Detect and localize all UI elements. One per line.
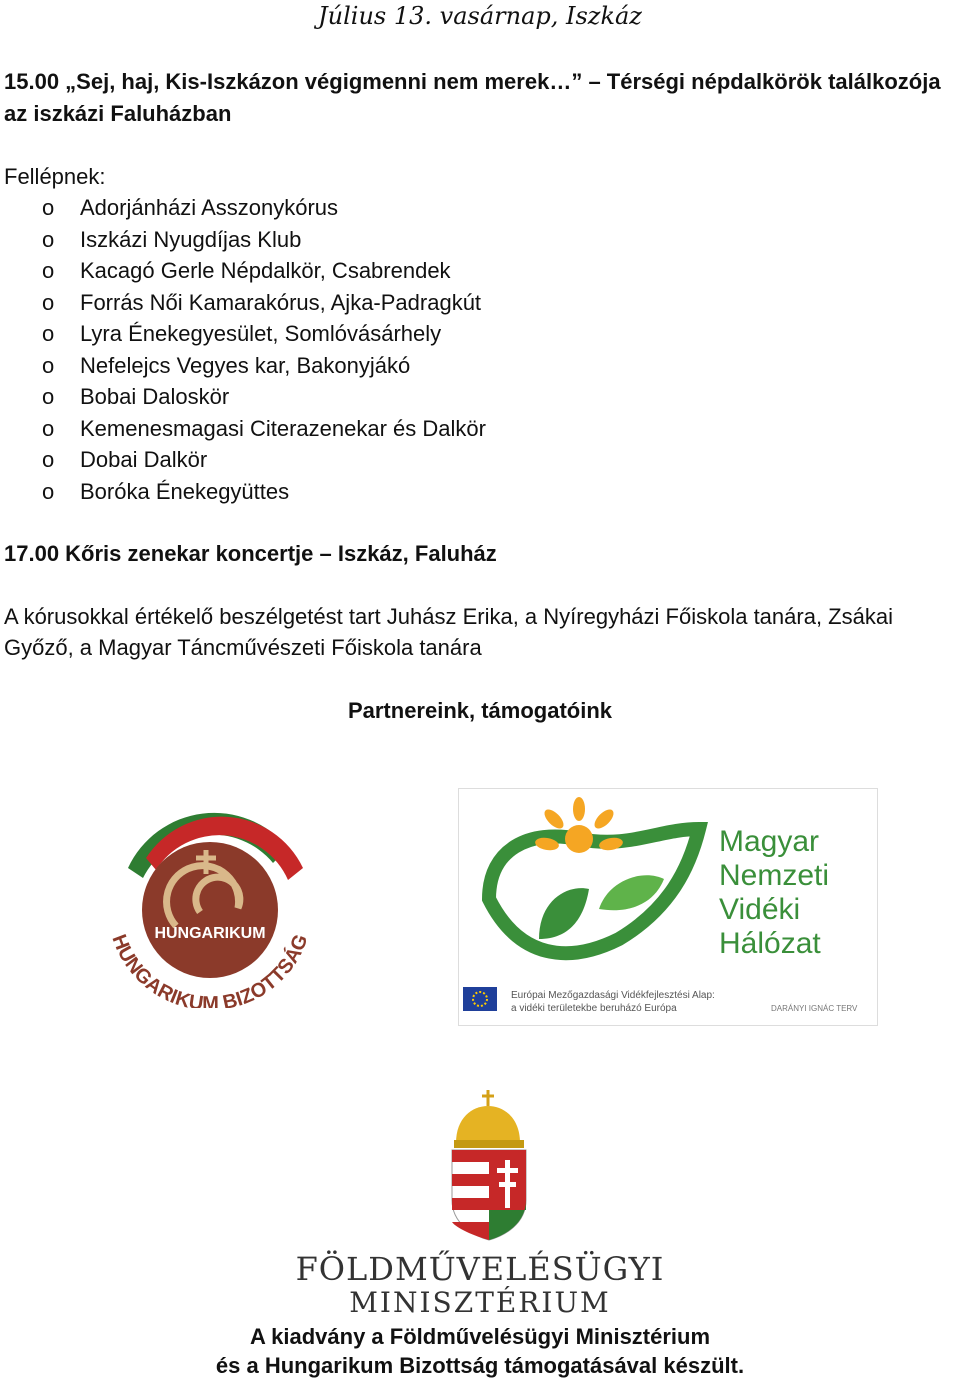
performer-item: [0, 476, 486, 508]
performer-name: Bobai Daloskör: [80, 384, 230, 409]
bullet-icon: o: [42, 195, 55, 220]
performers-list: [0, 192, 486, 507]
performer-name: Forrás Női Kamarakórus, Ajka-Padragkút: [80, 289, 482, 315]
mnvh-line4: Hálózat: [719, 927, 821, 960]
partners-title: Partnereink, támogatóink: [347, 698, 613, 723]
footer-line1: A kiadvány a Földművelésügyi Minisztérium: [249, 1324, 711, 1349]
mnvh-logo: [458, 788, 878, 1026]
performer-item: [0, 444, 486, 476]
performer-name: Dobai Dalkör: [80, 447, 208, 472]
bullet-icon: o: [42, 352, 55, 378]
performer-name: Adorjánházi Asszonykórus: [80, 195, 339, 220]
event1-title-line1: 15.00 „Sej, haj, Kis-Iszkázon végigmenni nem merek…” – Térségi népdalkörök találkozója: [4, 69, 941, 94]
performer-item: [0, 350, 486, 382]
performer-item: [0, 381, 486, 413]
mnvh-country-shape: [489, 829, 699, 953]
ministry-name-line1: FÖLDMŰVELÉSÜGYI: [295, 1250, 665, 1288]
bullet-icon: o: [42, 447, 55, 472]
ministry-coat-of-arms: [442, 1088, 538, 1244]
bullet-icon: o: [42, 415, 55, 441]
bullet-icon: o: [42, 289, 55, 315]
performer-name: Lyra Énekegyesület, Somlóvásárhely: [80, 321, 442, 346]
performer-name: Kemenesmagasi Citerazenekar és Dalkör: [80, 415, 486, 441]
bullet-icon: o: [42, 226, 55, 252]
performer-item: [0, 224, 486, 256]
performer-name: Boróka Énekegyüttes: [80, 478, 290, 504]
performer-item: [0, 413, 486, 445]
performers-label: Fellépnek:: [4, 164, 106, 189]
mnvh-line2: Nemzeti: [719, 859, 830, 892]
hungarikum-center-text: HUNGARIKUM: [154, 925, 266, 942]
bullet-icon: o: [42, 384, 55, 409]
performer-item: [0, 287, 486, 319]
mnvh-line3: Vidéki: [719, 893, 801, 926]
mnvh-sun-center: [565, 825, 593, 853]
crown-shape: [456, 1106, 520, 1143]
eu-fund-text-1: Európai Mezőgazdasági Vidékfejlesztési Alap:: [511, 990, 715, 1001]
performer-item: [0, 255, 486, 287]
bullet-icon: o: [42, 478, 55, 504]
performer-name: Kacagó Gerle Népdalkör, Csabrendek: [80, 258, 451, 283]
eu-flag-icon: [463, 987, 497, 1011]
hungarikum-logo: [88, 808, 328, 1008]
bullet-icon: o: [42, 258, 55, 283]
mnvh-leaf-left: [539, 888, 589, 939]
performer-name: Iszkázi Nyugdíjas Klub: [80, 226, 302, 252]
eu-fund-text-2: a vidéki területekbe beruházó Európa: [511, 1003, 677, 1014]
hungarikum-disc: [142, 842, 278, 978]
daranyi-text: DARÁNYI IGNÁC TERV: [771, 1004, 858, 1013]
page-heading: Július 13. vasárnap, Iszkáz: [318, 2, 642, 30]
bullet-icon: o: [42, 321, 55, 346]
event2-title: 17.00 Kőris zenekar koncertje – Iszkáz, Faluház: [4, 541, 497, 566]
note-line2: Győző, a Magyar Táncművészeti Főiskola tanára: [4, 635, 482, 660]
footer-line2: és a Hungarikum Bizottság támogatásával készült.: [215, 1353, 745, 1378]
ministry-name-line2: MINISZTÉRIUM: [349, 1286, 611, 1319]
performer-item: [0, 192, 486, 224]
mnvh-line1: Magyar: [719, 825, 820, 858]
performer-item: [0, 318, 486, 350]
hungarikum-ring-text: HUNGARIKUM BIZOTTSÁG: [107, 931, 313, 1008]
performer-name: Nefelejcs Vegyes kar, Bakonyjákó: [80, 352, 411, 378]
event1-title-line2: az iszkázi Faluházban: [4, 101, 232, 126]
note-line1: A kórusokkal értékelő beszélgetést tart Juhász Erika, a Nyíregyházi Főiskola tanára, Zsákai: [4, 604, 893, 629]
